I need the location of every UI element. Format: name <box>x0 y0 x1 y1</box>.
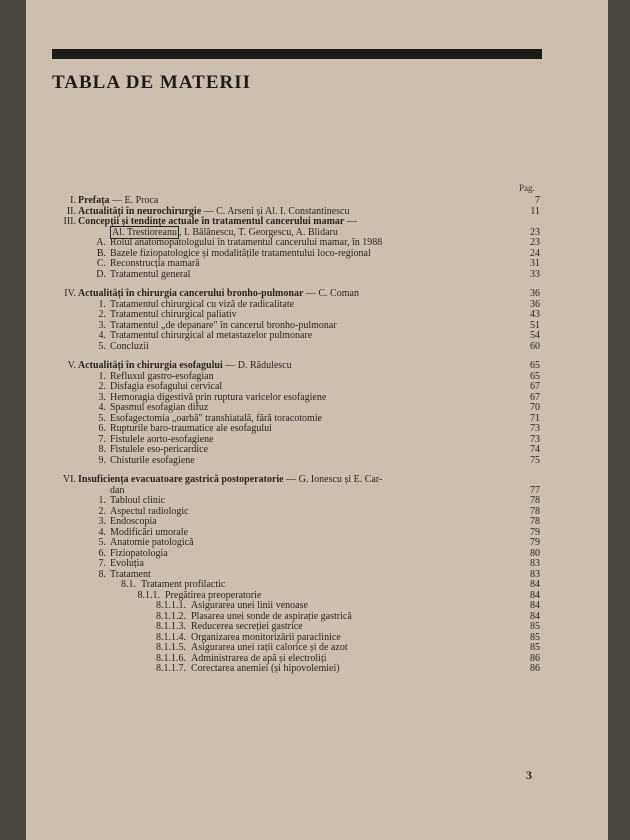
toc-entry-number: 8. <box>98 444 106 455</box>
toc-entry-page: 79 <box>530 537 540 548</box>
toc-entry-text: Corectarea anemiei (și hipovolemiei) <box>191 663 340 674</box>
toc-entry-text: Esofagectomia „oarbă" transhiatală, fără toracotomie <box>110 412 323 424</box>
toc-entry-page: 85 <box>530 642 540 653</box>
toc-entry-text: — G. Ionescu și E. Car- <box>283 474 383 485</box>
toc-entry-title <box>110 342 149 353</box>
toc-entry-number: 3. <box>98 516 106 527</box>
toc-entry-text: Asigurarea unei rații calorice și de azot <box>191 642 348 653</box>
toc-entry-number: 8. <box>98 568 106 580</box>
toc-entry-text: Plasarea unei sonde de aspirație gastrică <box>191 610 352 622</box>
toc-entry-page: 65 <box>530 370 540 382</box>
toc-entry-number: 6. <box>98 423 106 434</box>
toc-entry-title <box>191 664 340 675</box>
toc-entry-number: 3. <box>98 391 106 403</box>
toc-entry <box>26 591 608 602</box>
toc-entry-text: Tratamentul chirurgical cu viză de radicalitate <box>110 298 295 310</box>
toc-entry-text: Tratamentul chirurgical al metastazelor pulmonare <box>110 330 313 341</box>
toc-entry-text: Disfagia esofagului cervical <box>110 381 223 392</box>
toc-entry-text: Evoluția <box>110 558 144 569</box>
toc-entry-number: 8.1.1.7. <box>156 663 186 674</box>
toc-entry-page: 24 <box>530 247 540 259</box>
toc-entry-text: Hemoragia digestivă prin ruptura varicelor esofagiene <box>110 391 327 403</box>
toc-entry-title <box>110 456 195 467</box>
boxed-author: Al. Trestioreanu <box>112 226 177 238</box>
page-column-label: Pag. <box>519 183 535 193</box>
toc-entry-page: 54 <box>530 330 540 341</box>
toc-entry-text: Aspectul radiologic <box>110 505 189 517</box>
toc-entry-number: 8.1.1. <box>137 589 160 601</box>
toc-entry-number: 1. <box>98 495 106 506</box>
toc-entry-number: 4. <box>98 402 106 413</box>
toc-entry <box>26 270 608 281</box>
toc-entry-page: 83 <box>530 558 540 569</box>
toc-entry-text: Rupturile baro-traumatice ale esofagului <box>110 423 272 434</box>
toc-entry-page: 67 <box>530 391 540 403</box>
toc-entry-page: 70 <box>530 402 540 413</box>
toc-entry-page: 86 <box>530 652 540 664</box>
toc-entry-page: 73 <box>530 423 540 434</box>
toc-entry-number: II. <box>66 205 76 217</box>
toc-entry-page: 86 <box>530 663 540 674</box>
toc-entry-number: 1. <box>98 370 106 382</box>
toc-entry-number: 3. <box>98 319 106 331</box>
toc-entry-number: 8.1.1.1. <box>156 600 186 611</box>
page-number: 3 <box>526 768 532 782</box>
toc-entry-number: VI. <box>62 474 76 485</box>
toc-entry-text: Anatomie patologică <box>110 537 194 548</box>
toc-entry-text: , I. Bălănescu, T. Georgescu, A. Blidaru <box>179 226 338 238</box>
toc-entry-text: Spasmul esofagian difuz <box>110 402 209 413</box>
toc-entry-number: 9. <box>98 454 106 466</box>
toc-entry-text: Tratament <box>110 568 151 580</box>
toc-entry-page: 43 <box>530 309 540 320</box>
toc-entry-text: Rolul anatomopatologului în tratamentul cancerului mamar, în 1988 <box>110 237 383 248</box>
toc-entry-number: 2. <box>98 309 106 320</box>
toc-entry <box>26 612 608 623</box>
toc-entry-number: 7. <box>98 558 106 569</box>
toc-entry-title <box>110 270 190 281</box>
toc-entry-page: 51 <box>530 319 540 331</box>
toc-entry-number: 5. <box>98 412 106 424</box>
toc-entry-page: 84 <box>530 600 540 611</box>
toc-chapter-title: Actualități în chirurgia esofagului <box>78 360 223 371</box>
toc-entry-page: 85 <box>530 621 540 632</box>
toc-entry-page: 85 <box>530 631 540 643</box>
toc-entry-number: B. <box>96 247 106 259</box>
toc-entry-page: 60 <box>530 340 540 352</box>
toc-entry-text: — E. Proca <box>109 195 159 206</box>
toc-entry-number: IV. <box>64 288 76 299</box>
toc-entry-number: 7. <box>98 433 106 445</box>
toc-entry-number: 8.1.1.4. <box>156 631 186 643</box>
toc-chapter-title: Actualități în neurochirurgie <box>78 205 202 217</box>
toc-entry-number: 8.1.1.2. <box>156 610 186 622</box>
toc-entry-number: V. <box>67 360 76 371</box>
toc-entry <box>26 342 608 353</box>
toc-entry-number: 8.1.1.6. <box>156 652 186 664</box>
toc-entry-number: 8.1.1.3. <box>156 621 186 632</box>
toc-entry-text: Concluzii <box>110 340 149 352</box>
toc-entry-page: 75 <box>530 454 540 466</box>
toc-entry-number: 5. <box>98 537 106 548</box>
toc-entry-text: Tabloul clinic <box>110 495 166 506</box>
toc-entry-page: 67 <box>530 381 540 392</box>
toc-entry-page: 11 <box>530 205 540 217</box>
toc-entry-page: 73 <box>530 433 540 445</box>
toc-entry-text: Chisturile esofagiene <box>110 454 195 466</box>
toc-entry-number: 4. <box>98 526 106 538</box>
toc-entry-text: Pregătirea preoperatorie <box>165 589 262 601</box>
toc-entry-page: 78 <box>530 505 540 517</box>
toc-entry-page: 31 <box>530 258 540 269</box>
toc-entry-page: 77 <box>530 484 540 496</box>
toc-entry-page: 23 <box>530 237 540 248</box>
toc-chapter-title: Actualități în chirurgia cancerului bronho-pulmonar <box>78 288 304 299</box>
toc-entry-number: III. <box>63 216 76 227</box>
toc-chapter-title: Concepții și tendințe actuale în tratamentul cancerului mamar <box>78 216 345 227</box>
toc-entry-number: 2. <box>98 381 106 392</box>
toc-entry-text: Administrarea de apă și electroliți <box>191 652 327 664</box>
table-of-contents <box>26 196 608 675</box>
toc-entry-number: 5. <box>98 340 106 352</box>
toc-entry-text: Endoscopia <box>110 516 157 527</box>
toc-entry-page: 36 <box>530 288 540 299</box>
toc-entry-page: 23 <box>530 226 540 238</box>
toc-entry-text: Reducerea secreției gastrice <box>191 621 303 632</box>
toc-entry-text: Refluxul gastro-esofagian <box>110 370 214 382</box>
toc-entry-number: I. <box>70 195 76 206</box>
toc-entry-number: A. <box>96 237 106 248</box>
toc-entry-text: dan <box>110 484 125 496</box>
toc-entry-page: 84 <box>530 579 540 590</box>
toc-entry-number: 8.1.1.5. <box>156 642 186 653</box>
toc-entry-page: 80 <box>530 547 540 559</box>
toc-entry-text: Asigurarea unei linii venoase <box>191 600 308 611</box>
toc-entry-number: 2. <box>98 505 106 517</box>
toc-entry-text: — C. Arseni și Al. I. Constantinescu <box>201 205 350 217</box>
toc-entry-number: D. <box>96 268 106 280</box>
toc-entry <box>26 580 608 591</box>
toc-entry-page: 79 <box>530 526 540 538</box>
toc-entry-text: Fistulele aorto-esofagiene <box>110 433 214 445</box>
toc-entry-page: 33 <box>530 268 540 280</box>
toc-entry-text: — <box>344 216 357 227</box>
toc-entry <box>26 456 608 467</box>
toc-entry-page: 84 <box>530 610 540 622</box>
toc-entry-page: 84 <box>530 589 540 601</box>
toc-entry-number: 6. <box>98 547 106 559</box>
toc-entry-text: Tratamentul chirurgical paliativ <box>110 309 237 320</box>
toc-entry-text: Fiziopatologia <box>110 547 168 559</box>
toc-entry-number: 4. <box>98 330 106 341</box>
toc-entry <box>26 570 608 581</box>
toc-entry-page: 36 <box>530 298 540 310</box>
toc-entry-text: Tratamentul general <box>110 268 191 280</box>
toc-entry-text: — C. Coman <box>303 288 359 299</box>
toc-entry-number: C. <box>96 258 106 269</box>
toc-entry-number: 8.1. <box>121 579 136 590</box>
toc-entry-text: — D. Rădulescu <box>222 360 292 371</box>
toc-entry-page: 74 <box>530 444 540 455</box>
toc-entry-text: Bazele fiziopatologice și modalitățile tratamentului loco-regional <box>110 247 371 259</box>
toc-entry-text: Reconstrucția mamară <box>110 258 200 269</box>
toc-entry-page: 65 <box>530 360 540 371</box>
toc-entry <box>26 664 608 675</box>
page-title: TABLA DE MATERII <box>52 72 251 93</box>
toc-chapter-title: Prefața <box>78 195 110 206</box>
toc-entry-page: 71 <box>530 412 540 424</box>
toc-entry-page: 78 <box>530 516 540 527</box>
toc-entry-text: Tratamentul „de depanare" în cancerul bronho-pulmonar <box>110 319 337 331</box>
toc-entry-text: Tratament profilactic <box>141 579 226 590</box>
toc-entry-page: 7 <box>535 195 540 206</box>
toc-entry-page: 78 <box>530 495 540 506</box>
top-rule <box>52 49 542 59</box>
toc-entry-text: Fistulele eso-pericardice <box>110 444 209 455</box>
toc-entry-number: 1. <box>98 298 106 310</box>
toc-entry-page: 83 <box>530 568 540 580</box>
toc-entry-text: Modificări umorale <box>110 526 189 538</box>
book-page <box>26 0 608 840</box>
toc-chapter-title: Insuficiența evacuatoare gastrică postoperatorie <box>78 474 284 485</box>
toc-entry-text: Organizarea monitorizării paraclinice <box>191 631 341 643</box>
